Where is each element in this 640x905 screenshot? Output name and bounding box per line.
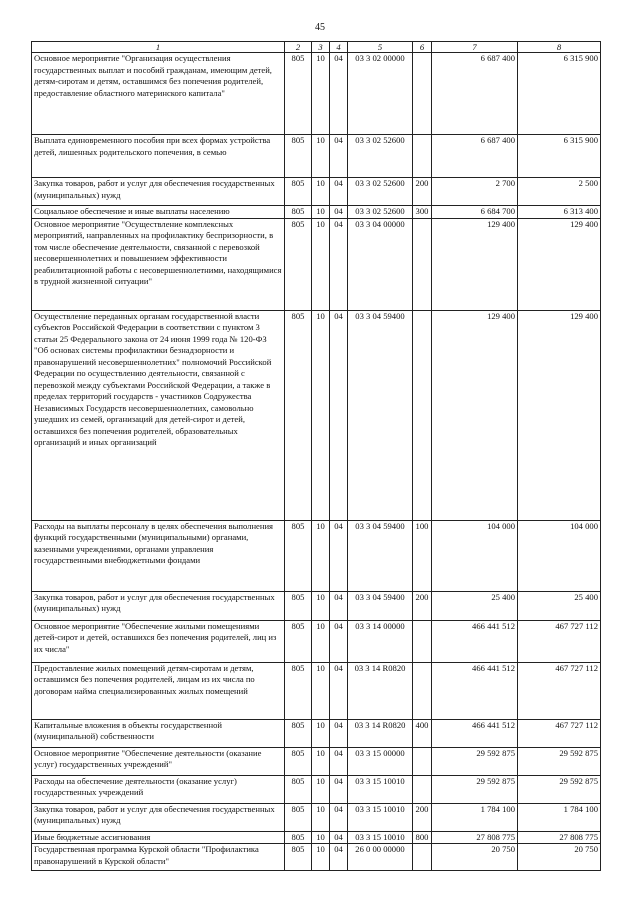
row-section: 10	[312, 844, 330, 871]
row-section: 10	[312, 803, 330, 831]
row-grbs: 805	[285, 218, 312, 310]
row-grbs: 805	[285, 662, 312, 719]
row-target-code: 03 3 04 59400	[348, 591, 413, 620]
row-section: 10	[312, 520, 330, 591]
row-sum-1: 466 441 512	[432, 620, 518, 662]
row-target-code: 03 3 02 52600	[348, 135, 413, 178]
row-subsection: 04	[330, 520, 348, 591]
row-target-code: 03 3 15 10010	[348, 775, 413, 803]
row-subsection: 04	[330, 747, 348, 775]
row-expense-type	[413, 844, 432, 871]
row-grbs: 805	[285, 831, 312, 844]
row-section: 10	[312, 218, 330, 310]
row-name: Выплата единовременного пособия при всех формах устройства детей, лишенных родительского попечения, в семью	[32, 135, 285, 178]
row-expense-type: 800	[413, 831, 432, 844]
row-sum-1: 2 700	[432, 178, 518, 206]
table-row	[32, 178, 601, 206]
row-grbs: 805	[285, 719, 312, 747]
row-sum-2: 104 000	[518, 520, 601, 591]
row-target-code: 03 3 15 00000	[348, 747, 413, 775]
table-row	[32, 662, 601, 719]
header-cell: 4	[330, 42, 348, 53]
row-section: 10	[312, 775, 330, 803]
header-cell: 1	[32, 42, 285, 53]
row-subsection: 04	[330, 206, 348, 219]
row-target-code: 03 3 02 00000	[348, 53, 413, 135]
row-section: 10	[312, 310, 330, 520]
row-section: 10	[312, 662, 330, 719]
row-subsection: 04	[330, 591, 348, 620]
row-section: 10	[312, 620, 330, 662]
row-name: Расходы на выплаты персоналу в целях обеспечения выполнения функций государственными (муниципальными) органами, казенными учреждениями, органами управления государственными внебюджетными фондами	[32, 520, 285, 591]
table-row	[32, 218, 601, 310]
row-grbs: 805	[285, 747, 312, 775]
row-name: Закупка товаров, работ и услуг для обеспечения государственных (муниципальных) нужд	[32, 803, 285, 831]
row-subsection: 04	[330, 719, 348, 747]
table-row	[32, 831, 601, 844]
row-grbs: 805	[285, 775, 312, 803]
table-row	[32, 206, 601, 219]
row-name: Основное мероприятие "Организация осуществления государственных выплат и пособий гражданам, имеющим детей, детям-сиротам и детям, оставшимся без попечения родителей, предоставление областного материнского капитала"	[32, 53, 285, 135]
row-sum-2: 129 400	[518, 218, 601, 310]
budget-table	[31, 41, 601, 871]
row-sum-2: 6 315 900	[518, 53, 601, 135]
row-sum-2: 467 727 112	[518, 719, 601, 747]
row-sum-1: 466 441 512	[432, 719, 518, 747]
row-name: Расходы на обеспечение деятельности (оказание услуг) государственных учреждений	[32, 775, 285, 803]
header-cell: 2	[285, 42, 312, 53]
table-row	[32, 520, 601, 591]
row-grbs: 805	[285, 206, 312, 219]
row-section: 10	[312, 53, 330, 135]
row-sum-1: 6 684 700	[432, 206, 518, 219]
row-subsection: 04	[330, 135, 348, 178]
row-target-code: 03 3 04 59400	[348, 310, 413, 520]
table-row	[32, 53, 601, 135]
row-expense-type	[413, 53, 432, 135]
row-expense-type	[413, 775, 432, 803]
row-name: Закупка товаров, работ и услуг для обеспечения государственных (муниципальных) нужд	[32, 178, 285, 206]
row-sum-1: 129 400	[432, 310, 518, 520]
row-subsection: 04	[330, 662, 348, 719]
row-sum-2: 20 750	[518, 844, 601, 871]
row-expense-type	[413, 620, 432, 662]
row-sum-2: 467 727 112	[518, 620, 601, 662]
row-name: Основное мероприятие "Обеспечение жилыми помещениями детей-сирот и детей, оставшихся без попечения родителей, лиц из их числа"	[32, 620, 285, 662]
row-sum-2: 27 808 775	[518, 831, 601, 844]
row-expense-type: 200	[413, 803, 432, 831]
row-section: 10	[312, 719, 330, 747]
row-subsection: 04	[330, 53, 348, 135]
row-target-code: 03 3 14 R0820	[348, 662, 413, 719]
row-sum-1: 466 441 512	[432, 662, 518, 719]
row-sum-1: 20 750	[432, 844, 518, 871]
header-cell: 7	[432, 42, 518, 53]
table-row	[32, 747, 601, 775]
row-name: Социальное обеспечение и иные выплаты населению	[32, 206, 285, 219]
row-sum-1: 27 808 775	[432, 831, 518, 844]
row-expense-type	[413, 310, 432, 520]
table-row	[32, 591, 601, 620]
row-target-code: 03 3 04 59400	[348, 520, 413, 591]
row-sum-1: 29 592 875	[432, 775, 518, 803]
row-name: Основное мероприятие "Обеспечение деятельности (оказание услуг) государственных учреждений"	[32, 747, 285, 775]
row-subsection: 04	[330, 310, 348, 520]
row-subsection: 04	[330, 775, 348, 803]
row-sum-2: 25 400	[518, 591, 601, 620]
row-target-code: 03 3 15 10010	[348, 803, 413, 831]
row-name: Закупка товаров, работ и услуг для обеспечения государственных (муниципальных) нужд	[32, 591, 285, 620]
row-subsection: 04	[330, 178, 348, 206]
row-section: 10	[312, 178, 330, 206]
row-name: Предоставление жилых помещений детям-сиротам и детям, оставшимся без попечения родителей, лицам из их числа по договорам найма специализированных жилых помещений	[32, 662, 285, 719]
table-row	[32, 803, 601, 831]
row-sum-2: 6 313 400	[518, 206, 601, 219]
header-cell: 5	[348, 42, 413, 53]
table-row	[32, 620, 601, 662]
header-row	[32, 42, 601, 53]
row-sum-1: 6 687 400	[432, 135, 518, 178]
table-row	[32, 135, 601, 178]
row-sum-2: 29 592 875	[518, 747, 601, 775]
table-row	[32, 775, 601, 803]
row-sum-2: 467 727 112	[518, 662, 601, 719]
row-section: 10	[312, 206, 330, 219]
row-expense-type: 100	[413, 520, 432, 591]
row-sum-1: 6 687 400	[432, 53, 518, 135]
row-grbs: 805	[285, 844, 312, 871]
row-section: 10	[312, 747, 330, 775]
row-grbs: 805	[285, 620, 312, 662]
page-number: 45	[315, 22, 325, 33]
row-name: Основное мероприятие "Осуществление комплексных мероприятий, направленных на профилактику беспризорности, в том числе обеспечение деятельности, связанной с перевозкой несовершеннолетних и повышением эффективности реабилитационной работы с несовершеннолетними, находящимися в трудной жизненной ситуации"	[32, 218, 285, 310]
row-name: Капитальные вложения в объекты государственной (муниципальной) собственности	[32, 719, 285, 747]
row-sum-1: 129 400	[432, 218, 518, 310]
row-grbs: 805	[285, 53, 312, 135]
row-target-code: 03 3 14 00000	[348, 620, 413, 662]
row-sum-2: 6 315 900	[518, 135, 601, 178]
row-grbs: 805	[285, 178, 312, 206]
row-sum-2: 2 500	[518, 178, 601, 206]
header-cell: 3	[312, 42, 330, 53]
row-expense-type: 200	[413, 178, 432, 206]
row-expense-type: 400	[413, 719, 432, 747]
row-target-code: 03 3 02 52600	[348, 206, 413, 219]
row-name: Иные бюджетные ассигнования	[32, 831, 285, 844]
row-target-code: 03 3 15 10010	[348, 831, 413, 844]
row-sum-2: 129 400	[518, 310, 601, 520]
row-target-code: 03 3 04 00000	[348, 218, 413, 310]
row-subsection: 04	[330, 831, 348, 844]
header-cell: 8	[518, 42, 601, 53]
row-subsection: 04	[330, 844, 348, 871]
row-sum-2: 1 784 100	[518, 803, 601, 831]
row-name: Государственная программа Курской области "Профилактика правонарушений в Курской области"	[32, 844, 285, 871]
row-expense-type	[413, 662, 432, 719]
row-sum-1: 104 000	[432, 520, 518, 591]
row-expense-type	[413, 135, 432, 178]
row-subsection: 04	[330, 620, 348, 662]
row-expense-type: 300	[413, 206, 432, 219]
row-grbs: 805	[285, 591, 312, 620]
table-row	[32, 310, 601, 520]
row-section: 10	[312, 135, 330, 178]
row-section: 10	[312, 831, 330, 844]
header-cell: 6	[413, 42, 432, 53]
row-expense-type	[413, 747, 432, 775]
row-target-code: 03 3 02 52600	[348, 178, 413, 206]
row-name: Осуществление переданных органам государственной власти субъектов Российской Федерации в соответствии с пунктом 3 статьи 25 Федерального закона от 24 июня 1999 года № 120-ФЗ "Об основах системы профилактики безнадзорности и правонарушений несовершеннолетних" полномочий Российской Федерации по осуществлению деятельности, связанной с перевозкой между субъектами Российской Федерации, а также в пределах территорий государств - участников Содружества Независимых Государств несовершеннолетних, самовольно ушедших из семей, организаций для детей-сирот и детей, оставшихся без попечения родителей, образовательных организаций и иных организаций	[32, 310, 285, 520]
row-subsection: 04	[330, 803, 348, 831]
row-grbs: 805	[285, 135, 312, 178]
row-grbs: 805	[285, 520, 312, 591]
row-sum-1: 29 592 875	[432, 747, 518, 775]
row-sum-1: 1 784 100	[432, 803, 518, 831]
table-row	[32, 719, 601, 747]
row-expense-type	[413, 218, 432, 310]
row-section: 10	[312, 591, 330, 620]
row-grbs: 805	[285, 310, 312, 520]
row-sum-1: 25 400	[432, 591, 518, 620]
row-target-code: 26 0 00 00000	[348, 844, 413, 871]
row-grbs: 805	[285, 803, 312, 831]
table-row	[32, 844, 601, 871]
row-target-code: 03 3 14 R0820	[348, 719, 413, 747]
row-subsection: 04	[330, 218, 348, 310]
row-expense-type: 200	[413, 591, 432, 620]
row-sum-2: 29 592 875	[518, 775, 601, 803]
